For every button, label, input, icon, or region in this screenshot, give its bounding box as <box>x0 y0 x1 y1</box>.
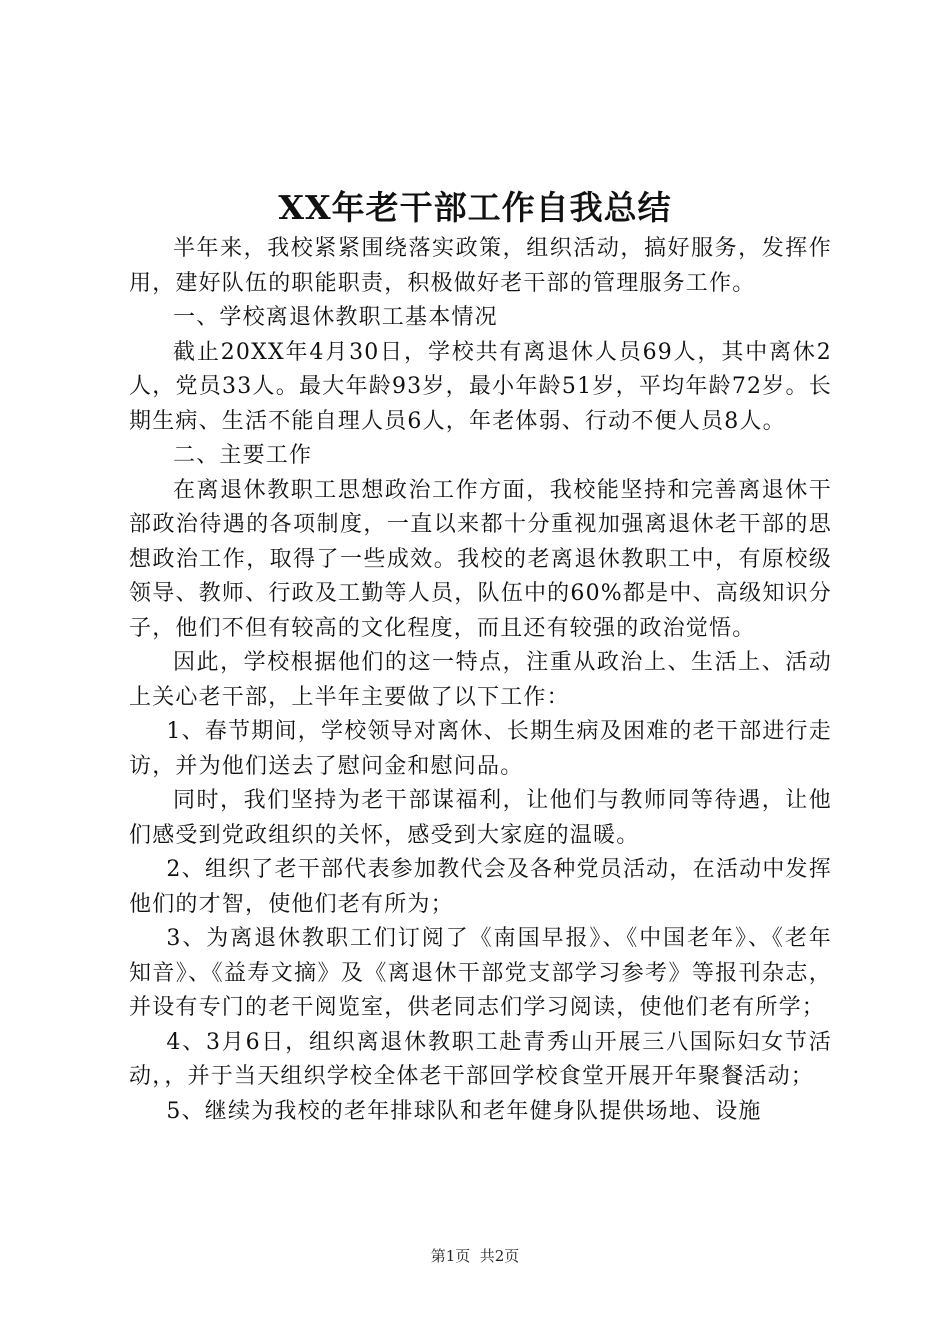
list-item-3: 3、为离退休教职工们订阅了《南国早报》、《中国老年》、《老年知音》、《益寿文摘》及《离退休干部党支部学习参考》等报刊杂志，并设有专门的老干阅览室，供老同志们学习阅读，使他们老有所学； <box>129 926 832 1020</box>
paragraph-intro: 半年来，我校紧紧围绕落实政策，组织活动，搞好服务，发挥作用，建好队伍的职能职责，积极做好老干部的管理服务工作。 <box>129 236 832 296</box>
section-heading-1: 一、学校离退休教职工基本情况 <box>173 305 498 330</box>
list-item-2: 2、组织了老干部代表参加教代会及各种党员活动，在活动中发挥他们的才智，使他们老有所为； <box>129 857 832 917</box>
list-item-4: 4、3月6日，组织离退休教职工赴青秀山开展三八国际妇女节活动，，并于当天组织学校全体老干部回学校食堂开展开年聚餐活动； <box>129 1029 832 1089</box>
paragraph-political-work: 在离退休教职工思想政治工作方面，我校能坚持和完善离退休干部政治待遇的各项制度，一直以来都十分重视加强离退休老干部的思想政治工作，取得了一些成效。我校的老离退休教职工中，有原校级领导、教师、行政及工勤等人员，队伍中的60%都是中、高级知识分子，他们不但有较高的文化程度，而且还有较强的政治觉悟。 <box>129 477 832 641</box>
section-heading-2: 二、主要工作 <box>173 443 313 468</box>
document-title: XX年老干部工作自我总结 <box>278 188 672 227</box>
page-number: 第1页 共2页 <box>430 1247 520 1265</box>
paragraph-basic-info: 截止20XX年4月30日，学校共有离退休人员69人，其中离休2人，党员33人。最大年龄93岁，最小年龄51岁，平均年龄72岁。长期生病、生活不能自理人员6人，年老体弱、行动不便人员8人。 <box>129 339 832 434</box>
list-item-5: 5、继续为我校的老年排球队和老年健身队提供场地、设施 <box>166 1098 762 1124</box>
paragraph-meanwhile: 同时，我们坚持为老干部谋福利，让他们与教师同等待遇，让他们感受到党政组织的关怀，感受到大家庭的温暖。 <box>129 788 832 848</box>
list-item-1: 1、春节期间，学校领导对离休、长期生病及困难的老干部进行走访，并为他们送去了慰问金和慰问品。 <box>129 719 832 779</box>
document-body <box>129 232 832 1129</box>
paragraph-therefore: 因此，学校根据他们的这一特点，注重从政治上、生活上、活动上关心老干部，上半年主要做了以下工作： <box>129 650 832 710</box>
page-footer <box>0 1246 950 1266</box>
